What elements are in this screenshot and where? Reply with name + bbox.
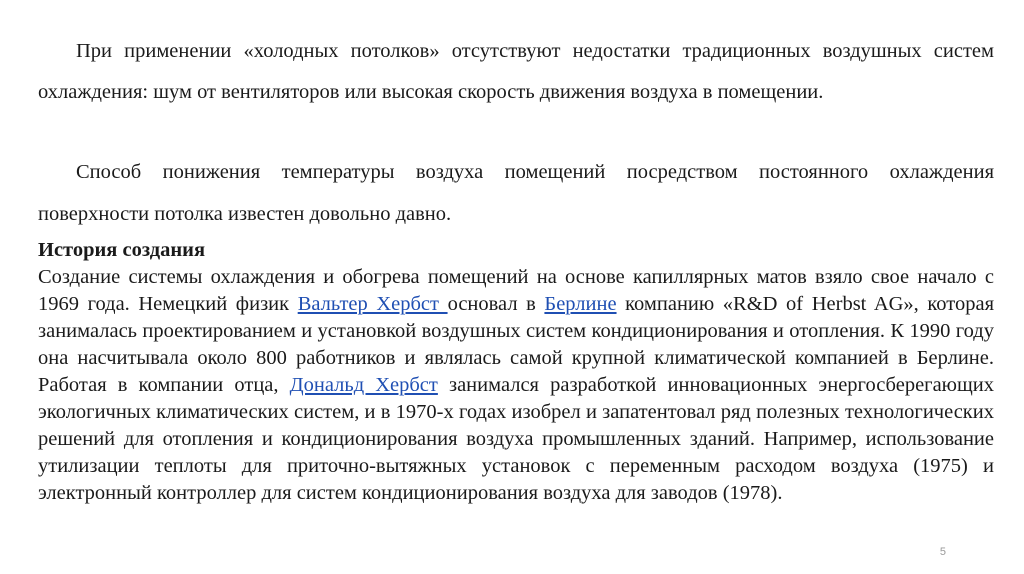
history-section xyxy=(38,237,994,507)
berlin-link[interactable]: Берлине xyxy=(544,293,617,315)
history-text-b: основал в xyxy=(447,293,545,315)
history-text-c: компанию «R&D of Herbst AG», которая занималась проектированием и установкой воздушных систем кондиционирования и отопления. К 1990 году она насчитывала около 800 работников и являлась самой крупной климатической компанией в Берлине. Работая в компании отца, xyxy=(38,293,995,396)
history-text-a: Создание системы охлаждения и обогрева помещений на основе капиллярных матов взяло свое начало с 1969 года. Немецкий физик xyxy=(38,266,994,315)
page-number: 5 xyxy=(939,546,946,558)
history-heading: История создания xyxy=(38,239,206,261)
walter-herbst-link[interactable]: Вальтер Хербст xyxy=(297,293,448,315)
donald-herbst-link[interactable]: Дональд Хербст xyxy=(289,374,438,396)
history-text-d: занимался разработкой инновационных энергосберегающих экологичных климатических систем, и в 1970-х годах изобрел и запатентовал ряд полезных технологических решений для отопления и кондиционирования воздуха промышленных зданий. Например, использование утилизации теплоты для приточно-вытяжных установок с переменным расходом воздуха (1975) и электронный контроллер для систем кондиционирования воздуха для заводов (1978). xyxy=(38,374,994,504)
method-paragraph: Способ понижения температуры воздуха помещений посредством постоянного охлаждения поверхности потолка известен довольно давно. xyxy=(38,161,994,225)
intro-paragraph: При применении «холодных потолков» отсутствуют недостатки традиционных воздушных систем охлаждения: шум от вентиляторов или высокая скорость движения воздуха в помещении. xyxy=(38,40,994,103)
